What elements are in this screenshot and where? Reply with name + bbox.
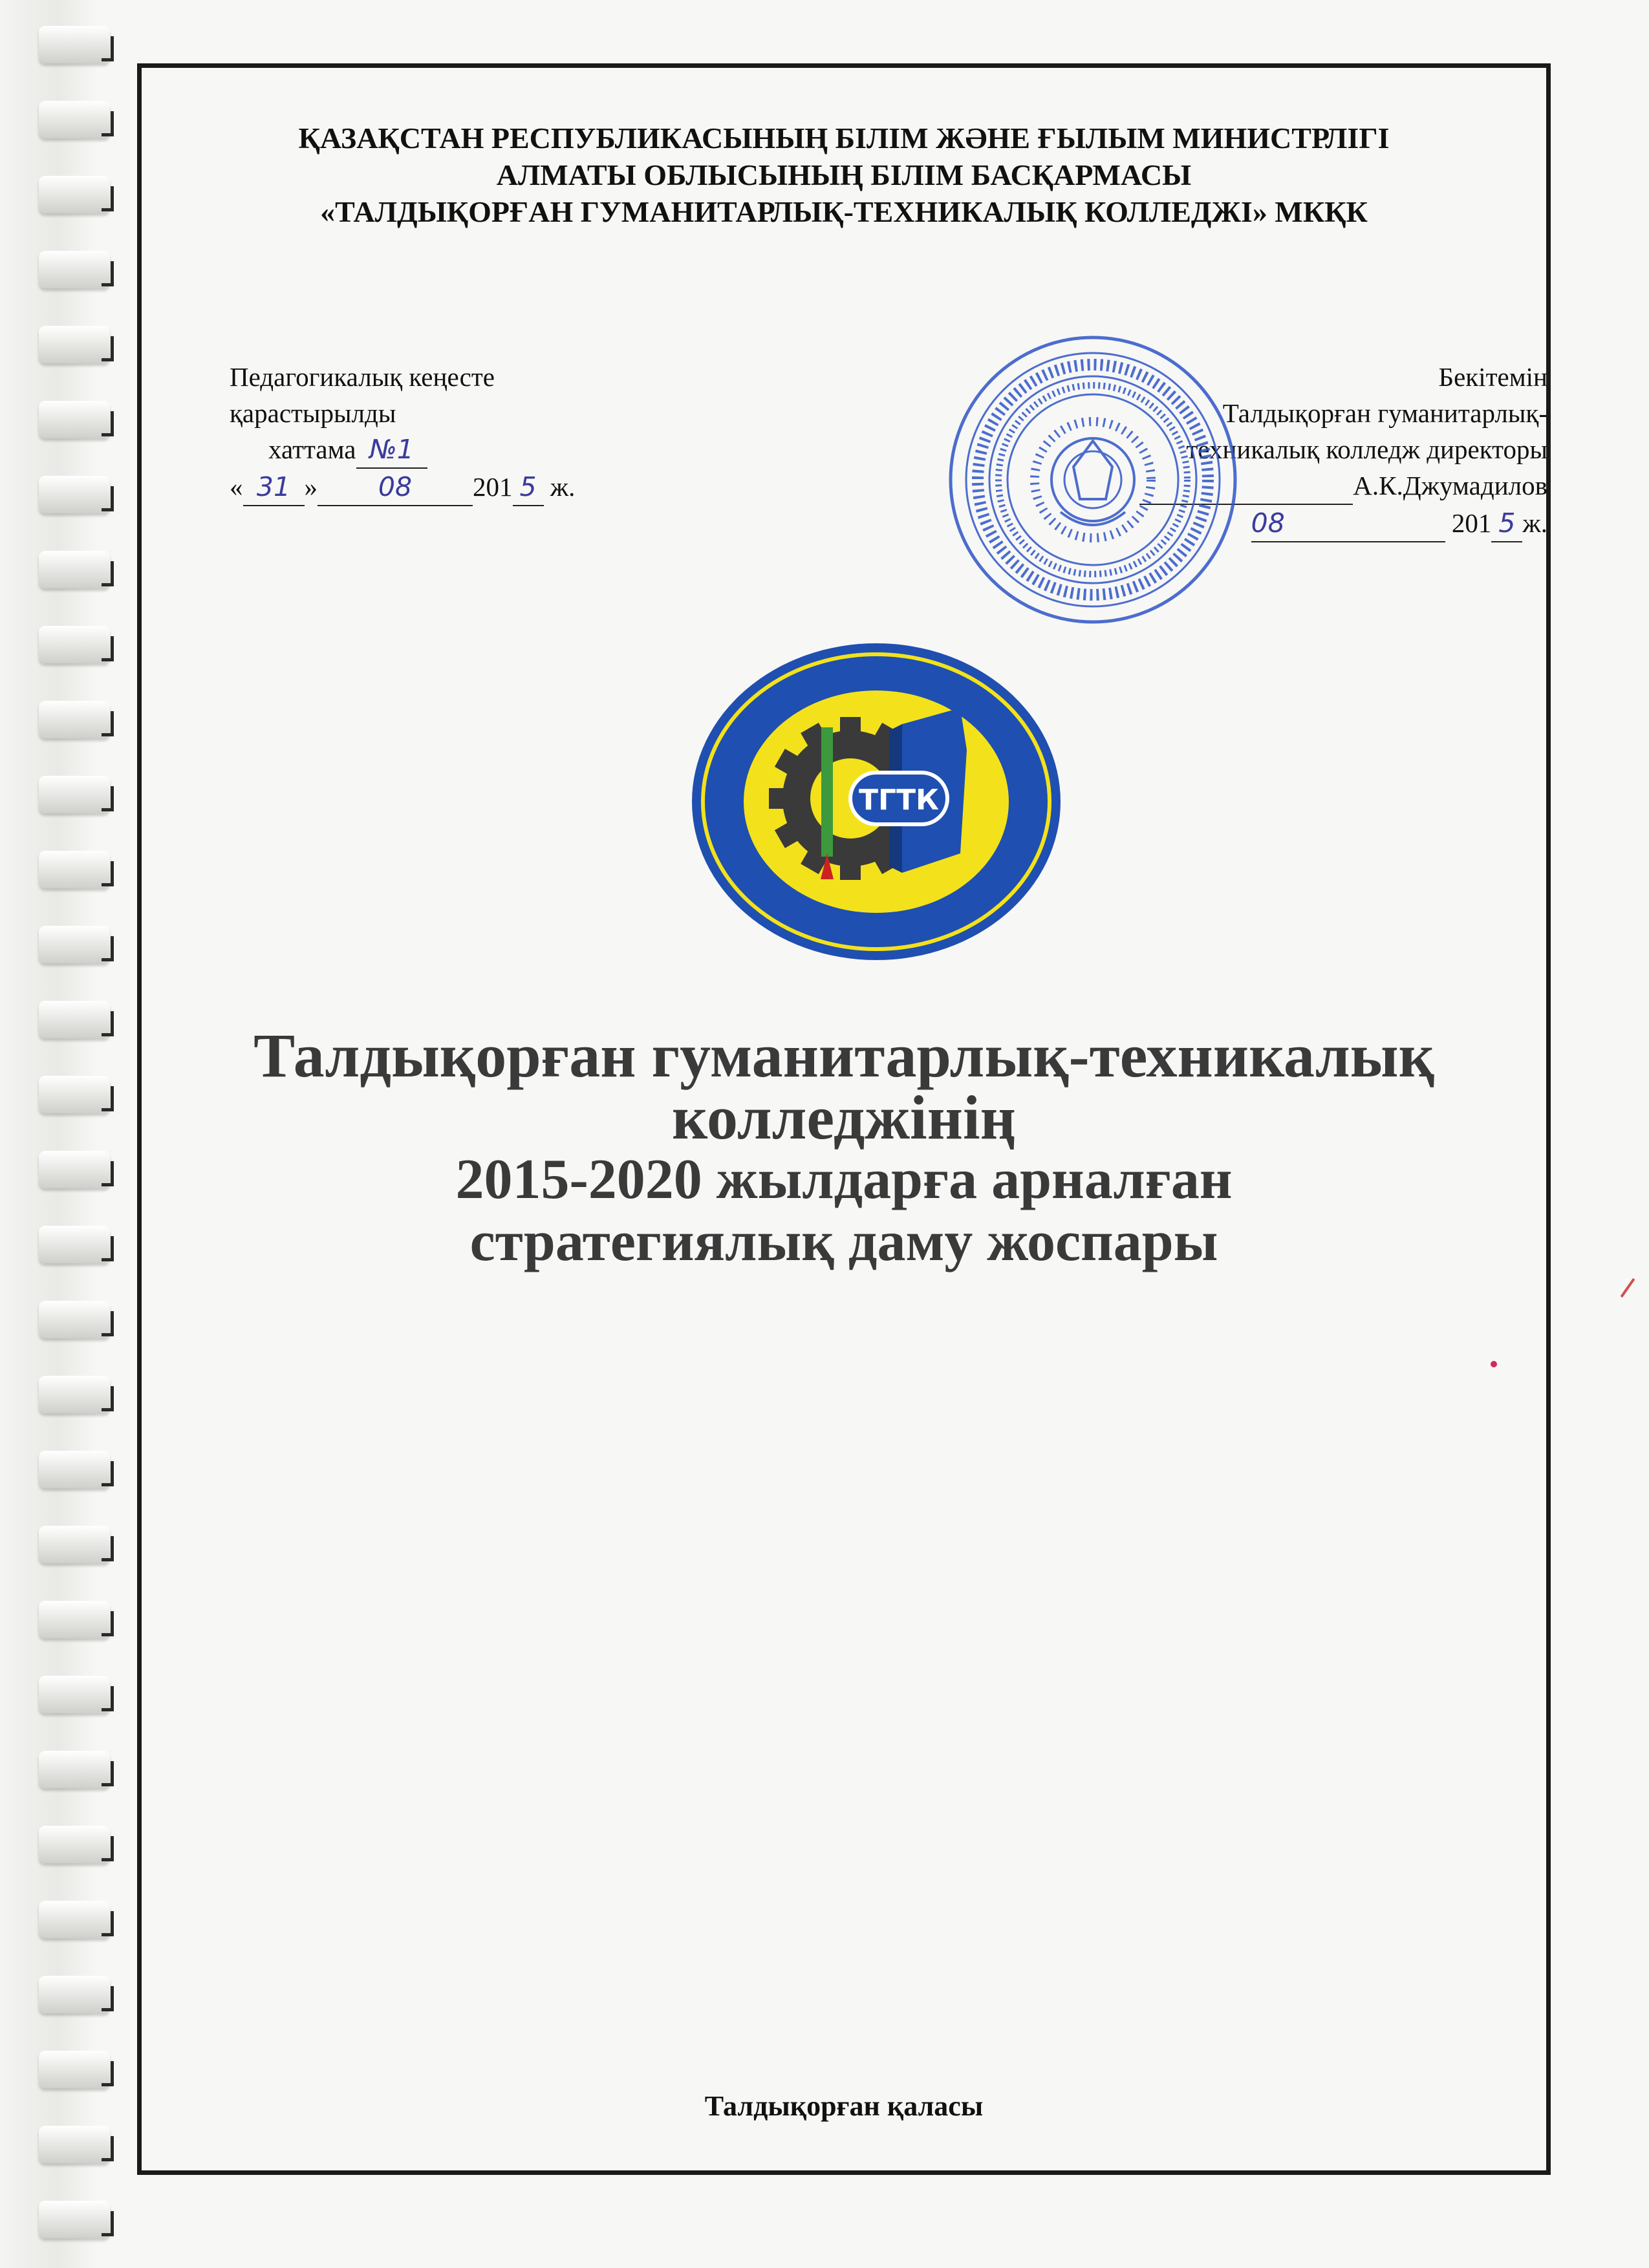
binding-ring bbox=[39, 2201, 110, 2238]
header-college: «ТАЛДЫҚОРҒАН ГУМАНИТАРЛЫҚ-ТЕХНИКАЛЫҚ КОЛЛЕДЖІ» МКҚК bbox=[320, 195, 1368, 228]
director-year-prefix: 201 bbox=[1451, 508, 1492, 538]
header-department: АЛМАТЫ ОБЛЫСЫНЫҢ БІЛІМ БАСҚАРМАСЫ bbox=[496, 158, 1192, 191]
council-year-prefix: 201 bbox=[473, 472, 513, 502]
binding-ring bbox=[39, 851, 110, 888]
binding-ring bbox=[39, 1151, 110, 1188]
header-ministry: ҚАЗАҚСТАН РЕСПУБЛИКАСЫНЫҢ БІЛІМ ЖӘНЕ ҒЫЛЫМ МИНИСТРЛІГІ bbox=[298, 122, 1390, 155]
binding-ring bbox=[39, 476, 110, 513]
council-line1: Педагогикалық кеңесте bbox=[230, 362, 495, 392]
director-line3: техникалық колледж директоры bbox=[1186, 434, 1547, 464]
binding-ring bbox=[39, 1451, 110, 1488]
director-year-suffix: ж. bbox=[1522, 508, 1547, 538]
binding-ring bbox=[39, 2051, 110, 2088]
binding-ring bbox=[39, 626, 110, 663]
signatory-name: А.К.Джумадилов bbox=[1353, 471, 1547, 500]
binding-ring bbox=[39, 1001, 110, 1038]
gear-tooth bbox=[769, 788, 790, 809]
city-footer: Талдықорған қаласы bbox=[704, 2090, 984, 2122]
council-line2: қарастырылды bbox=[230, 398, 396, 428]
council-date-line bbox=[230, 469, 575, 506]
binding-ring bbox=[39, 101, 110, 138]
binding-ring bbox=[39, 1301, 110, 1338]
title-line4: стратегиялық даму жоспары bbox=[469, 1210, 1218, 1273]
binding-ring bbox=[39, 1901, 110, 1938]
binding-ring bbox=[39, 1601, 110, 1638]
approve-label: Бекітемін bbox=[1438, 362, 1547, 392]
title-line1: Талдықорған гуманитарлық-техникалық bbox=[253, 1021, 1434, 1090]
director-line2: Талдықорған гуманитарлық- bbox=[1222, 398, 1547, 428]
binding-ring bbox=[39, 1976, 110, 2013]
binding-ring bbox=[39, 701, 110, 738]
binding-ring bbox=[39, 1826, 110, 1863]
council-year-suffix: ж. bbox=[550, 472, 576, 502]
protocol-line bbox=[230, 431, 575, 469]
binding-ring bbox=[39, 926, 110, 963]
binding-ring bbox=[39, 776, 110, 813]
binding-ring bbox=[39, 1076, 110, 1113]
binding-ring bbox=[39, 326, 110, 363]
title-line3: 2015-2020 жылдарға арналған bbox=[455, 1148, 1233, 1211]
binding-ring bbox=[39, 251, 110, 288]
binding-ring bbox=[39, 1376, 110, 1413]
protocol-number: №1 bbox=[356, 431, 427, 469]
title-line2: колледжінің bbox=[672, 1083, 1016, 1152]
binding-ring bbox=[39, 1751, 110, 1788]
binding-ring bbox=[39, 1676, 110, 1713]
quote-open: « bbox=[230, 472, 243, 502]
council-year-digit: 5 bbox=[513, 469, 544, 506]
official-stamp-icon bbox=[944, 331, 1242, 628]
council-month: 08 bbox=[318, 469, 473, 506]
quote-close: » bbox=[304, 472, 318, 502]
ink-mark bbox=[1621, 1278, 1635, 1298]
document-title bbox=[137, 1021, 1551, 1273]
binding-ring bbox=[39, 2126, 110, 2163]
binding-ring bbox=[39, 1526, 110, 1563]
director-year-digit: 5 bbox=[1491, 505, 1522, 542]
college-emblem-icon bbox=[689, 640, 1064, 963]
council-day: 31 bbox=[243, 469, 305, 506]
protocol-label: хаттама bbox=[268, 434, 356, 464]
binding-ring bbox=[39, 551, 110, 588]
binding-ring bbox=[39, 1226, 110, 1263]
binding-ring bbox=[39, 26, 110, 63]
gear-tooth bbox=[840, 717, 861, 738]
binding-ring bbox=[39, 401, 110, 438]
document-header bbox=[137, 120, 1551, 230]
emblem-initials: ТГТК bbox=[858, 784, 940, 817]
binding-ring bbox=[39, 176, 110, 213]
director-month: 08 bbox=[1251, 505, 1445, 542]
council-approval-block bbox=[230, 359, 575, 506]
ink-dot bbox=[1491, 1361, 1497, 1367]
gear-tooth bbox=[840, 859, 861, 880]
